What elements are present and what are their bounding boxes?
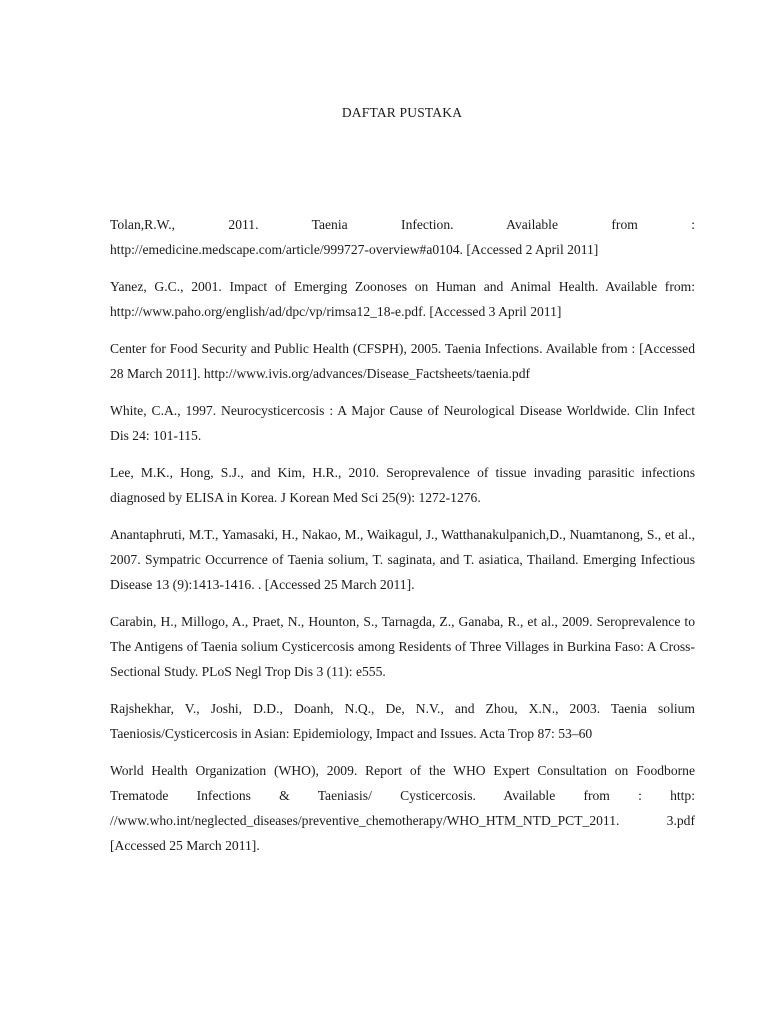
page-title: DAFTAR PUSTAKA: [341, 105, 463, 120]
reference-entry-tolan: [110, 213, 695, 263]
reference-entry-carabin: Carabin, H., Millogo, A., Praet, N., Hounton, S., Tarnagda, Z., Ganaba, R., et al., 2009. Seroprevalence to The Antigens of Taenia solium Cysticercosis among Residents of Three Villages in Burkina Faso: A Cross-Sectional Study. PLoS Negl Trop Dis 3 (11): e555.: [110, 614, 695, 679]
reference-entry-anantaphruti: Anantaphruti, M.T., Yamasaki, H., Nakao, M., Waikagul, J., Watthanakulpanich,D., Nuamtanong, S., et al., 2007. Sympatric Occurrence of Taenia solium, T. saginata, and T. asiatica, Thailand. Emerging Infectious Disease 13 (9):1413-1416. . [Accessed 25 March 2011].: [110, 527, 695, 593]
reference-entry-cfsph: Center for Food Security and Public Health (CFSPH), 2005. Taenia Infections. Available from : [Accessed 28 March 2011]. http://www.ivis.org/advances/Disease_Factsheets/taenia.pdf: [110, 341, 695, 381]
reference-entry-yanez: Yanez, G.C., 2001. Impact of Emerging Zoonoses on Human and Animal Health. Available from: http://www.paho.org/english/ad/dpc/vp/rimsa12_18-e.pdf. [Accessed 3 April 2011]: [110, 279, 695, 319]
reference-list: [110, 213, 695, 871]
reference-entry-white: White, C.A., 1997. Neurocysticercosis : A Major Cause of Neurological Disease Worldwide. Clin Infect Dis 24: 101-115.: [110, 403, 695, 444]
reference-entry-who: World Health Organization (WHO), 2009. Report of the WHO Expert Consultation on Foodborne Trematode Infections & Taeniasis/ Cysticercosis. Available from : http: //www.who.int/neglected_diseases/preventive_chemotherapy/WHO_HTM_NTD_PCT_2011. 3.pdf [Accessed 25 March 2011].: [110, 763, 695, 853]
reference-entry-lee: Lee, M.K., Hong, S.J., and Kim, H.R., 2010. Seroprevalence of tissue invading parasitic infections diagnosed by ELISA in Korea. J Korean Med Sci 25(9): 1272-1276.: [110, 465, 695, 506]
reference-entry-tolan-rest: http://emedicine.medscape.com/article/999727-overview#a0104. [Accessed 2 April 2011]: [110, 241, 599, 257]
reference-entry-tolan-line1: Tolan,R.W., 2011. Taenia Infection. Available from :: [110, 217, 695, 232]
reference-entry-rajshekhar: Rajshekhar, V., Joshi, D.D., Doanh, N.Q., De, N.V., and Zhou, X.N., 2003. Taenia solium Taeniosis/Cysticercosis in Asian: Epidemiology, Impact and Issues. Acta Trop 87: 53–60: [110, 701, 695, 742]
